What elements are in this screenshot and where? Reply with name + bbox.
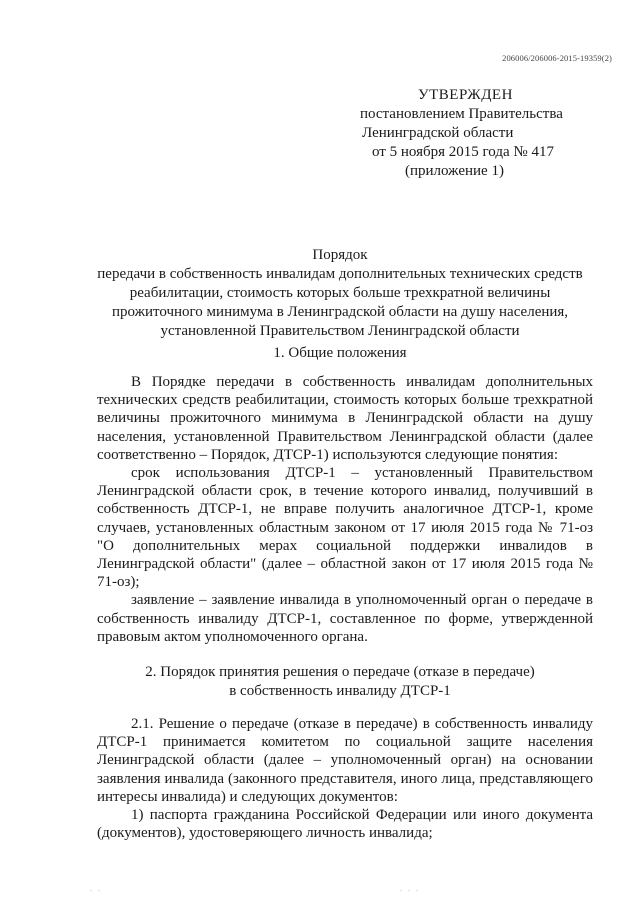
paragraph: заявление – заявление инвалида в уполномоченный орган о передаче в собственность инвалиду ДТСР-1, составленное по форме, утвержденной правовым актом уполномоченного органа. [97,592,593,645]
approval-line: от 5 ноября 2015 года № 417 [372,144,554,160]
paragraph: срок использования ДТСР-1 – установленный Правительством Ленинградской области срок, в течение которого инвалид, получивший в собственность ДТСР-1, не вправе получить аналогичное ДТСР-1, кроме случаев, установленных областным законом от 17 июля 2015 года № 71-оз "О дополнительных мерах социальной поддержки инвалидов в Ленинградской области" (далее – областной закон от 17 июля 2015 года № 71-оз); [97,465,593,591]
paragraph: 2.1. Решение о передаче (отказе в передаче) в собственность инвалиду ДТСР-1 принимается комитетом по социальной защите населения Ленинградской области (далее – уполномоченный орган) на основании заявления инвалида (законного представителя, иного лица, представляющего интересы инвалида) и следующих документов: [97,716,593,805]
paragraph: В Порядке передачи в собственность инвалидам дополнительных технических средств реабилитации, стоимость которых больше трехкратной величины прожиточного минимума в Ленинградской области на душу населения, установленной Правительством Ленинградской области (далее соответственно – Порядок, ДТСР-1) используются следующие понятия: [97,374,593,463]
section1-body [97,373,593,646]
approval-title: УТВЕРЖДЕН [418,87,513,103]
title-line: реабилитации, стоимость которых больше трехкратной величины [129,285,551,301]
section1-heading: 1. Общие положения [273,345,407,361]
approval-line: постановлением Правительства [360,106,563,122]
title-line: передачи в собственность инвалидам дополнительных технических средств [97,266,583,282]
title-main: Порядок [312,247,368,263]
document-id: 206006/206006-2015-19359(2) [502,53,612,63]
title-line: установленной Правительством Ленинградской области [160,323,520,339]
section2-heading-line: 2. Порядок принятия решения о передаче (отказе в передаче) [145,664,535,680]
title-line: прожиточного минимума в Ленинградской области на душу населения, [111,304,569,320]
approval-line: (приложение 1) [405,163,504,179]
section2-heading-line: в собственность инвалиду ДТСР-1 [229,683,451,699]
scan-artifact: . . . [400,884,420,893]
scan-artifact: . . [90,884,102,893]
approval-block [300,86,600,181]
approval-line: Ленинградской области [362,125,514,141]
document-title [40,246,640,341]
section2-heading [40,663,640,701]
section2-body [97,715,593,842]
paragraph: 1) паспорта гражданина Российской Федерации или иного документа (документов), удостоверяющего личность инвалида; [97,807,593,842]
